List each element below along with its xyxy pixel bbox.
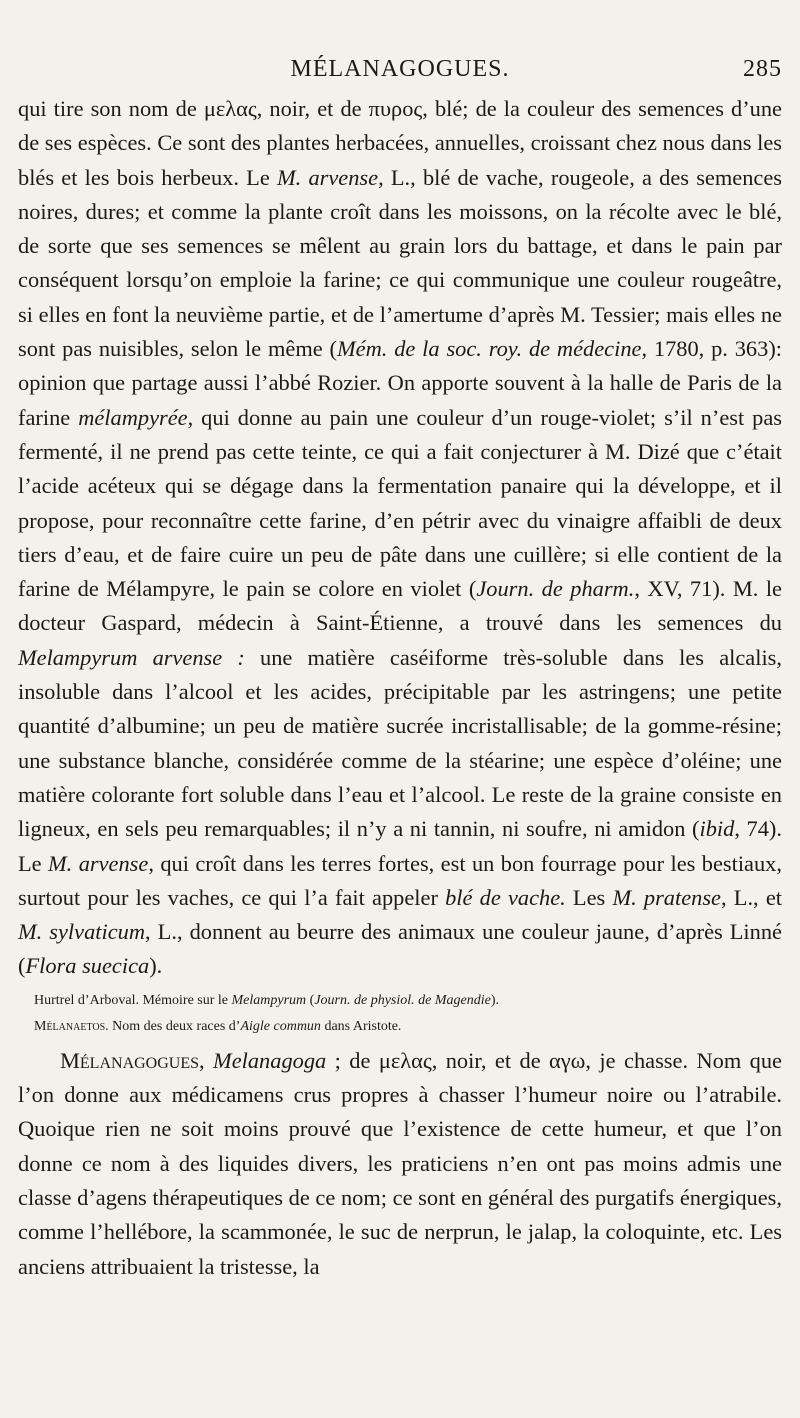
text-run: ). (490, 992, 500, 1008)
running-head (18, 52, 782, 92)
text-run: une matière caséiforme très-soluble dans les alcalis, insoluble dans l’alcool et les acides, précipitable par les astringens; une petite quantité d’albumine; un peu de matière sucrée incristallisable; de la gomme-résine; une substance blanche, considérée comme de la stéarine; une espèce d’oléine; une matière colorante fort soluble dans l’eau et l’alcool. Le reste de la graine consiste en ligneux, en sels peu remarquables; il n’y a ni tannin, ni soufre, ni amidon ( (18, 644, 782, 842)
italic-run: mélampyrée (78, 404, 188, 430)
italic-run: Flora suecica (25, 953, 150, 979)
text-run: ). (149, 953, 163, 979)
text-run: , L., et (721, 884, 782, 910)
headword: Mélanaetos. (34, 1018, 109, 1034)
italic-run: Aigle commun (240, 1018, 321, 1034)
text-run: , 1780, p. 363): opinion que partage aussi l’abbé Rozier. On apporte souvent à la halle de Paris de la farine (18, 336, 783, 430)
italic-run: M. arvense (276, 164, 379, 190)
book-page (18, 52, 782, 1402)
italic-run: Melampyrum (231, 992, 307, 1008)
text-run: , qui croît dans les terres fortes, est un bon fourrage pour les bestiaux, surtout pour les vaches, ce qui l’a fait appeler (18, 850, 782, 910)
italic-run: Mém. de la soc. roy. de médecine (337, 336, 642, 362)
italic-run: M. pratense (612, 884, 721, 910)
page-number: 285 (743, 56, 782, 82)
text-run: ; de μελας, noir, et de αγω, je chasse. Nom que l’on donne aux médicamens crus propres à chasser l’humeur noire ou l’atrabile. Quoique rien ne soit moins prouvé que l’existence de cette humeur, et que l’on donne ce nom à des liquides divers, les praticiens n’en ont pas moins admis une classe d’agens thérapeutiques de ce nom; ce sont en général des purgatifs énergiques, comme l’hellébore, la scammonée, le suc de nerprun, le jalap, la coloquinte, etc. Les anciens attribuaient la tristesse, la (18, 1047, 782, 1279)
text-run: , qui donne au pain une couleur d’un rouge-violet; s’il n’est pas fermenté, il ne prend pas cette teinte, ce qui a fait conjecturer à M. Dizé que c’était l’acide acéteux qui se dégage dans la fermentation panaire qui la développe, et il propose, pour reconnaître cette farine, d’en pétrir avec du vinaigre affaibli de deux tiers d’eau, et de faire cuire un peu de pâte dans une cuillère; si elle contient de la farine de Mélampyre, le pain se colore en violet ( (18, 404, 783, 602)
italic-run: Journ. de physiol. de Magendie (314, 992, 491, 1008)
running-title: MÉLANAGOGUES. (290, 56, 510, 82)
text-run: , XV, 71). M. le docteur Gaspard, médecin à Saint-Étienne, a trouvé dans les semences du (18, 576, 782, 636)
bibliography-note (18, 988, 782, 1014)
text-run: Nom des deux races d’ (108, 1018, 241, 1034)
text-run: Les (565, 884, 613, 910)
italic-run: ibid (699, 816, 735, 842)
entry-melanaetos (18, 1014, 782, 1040)
italic-run: Journ. de pharm. (476, 576, 635, 602)
text-run: , L., donnent au beurre des animaux une couleur jaune, d’après Linné ( (18, 919, 782, 979)
text-run: dans Aristote. (320, 1018, 402, 1034)
italic-run: blé de vache. (445, 884, 566, 910)
entry-melanagogues (18, 1044, 782, 1284)
text-run: , (199, 1047, 214, 1073)
headword: Mélanagogues (60, 1047, 200, 1073)
text-run: Hurtrel d’Arboval. Mémoire sur le (34, 992, 232, 1008)
text-run: , 74). Le (18, 816, 782, 876)
text-run: qui tire son nom de μελας, noir, et de πυρος, blé; de la couleur des semences d’une de ses espèces. Ce sont des plantes herbacées, annuelles, croissant chez nous dans les blés et les bois herbeux. Le (18, 96, 782, 190)
entry-melampyre (18, 92, 782, 984)
italic-run: M. sylvaticum (18, 919, 146, 945)
italic-run: M. arvense (48, 850, 149, 876)
text-run: ( (306, 992, 315, 1008)
italic-run: Melanagoga (213, 1047, 327, 1073)
italic-run: Melampyrum arvense : (18, 644, 245, 670)
text-run: , L., blé de vache, rougeole, a des semences noires, dures; et comme la plante croît dans les moissons, on la récolte avec le blé, de sorte que ses semences se mêlent au grain lors du battage, et dans le pain par conséquent lorsqu’on emploie la farine; ce qui communique une couleur rougeâtre, si elles en font la neuvième partie, et de l’amertume d’après M. Tessier; mais elles ne sont pas nuisibles, selon le même ( (18, 164, 782, 362)
